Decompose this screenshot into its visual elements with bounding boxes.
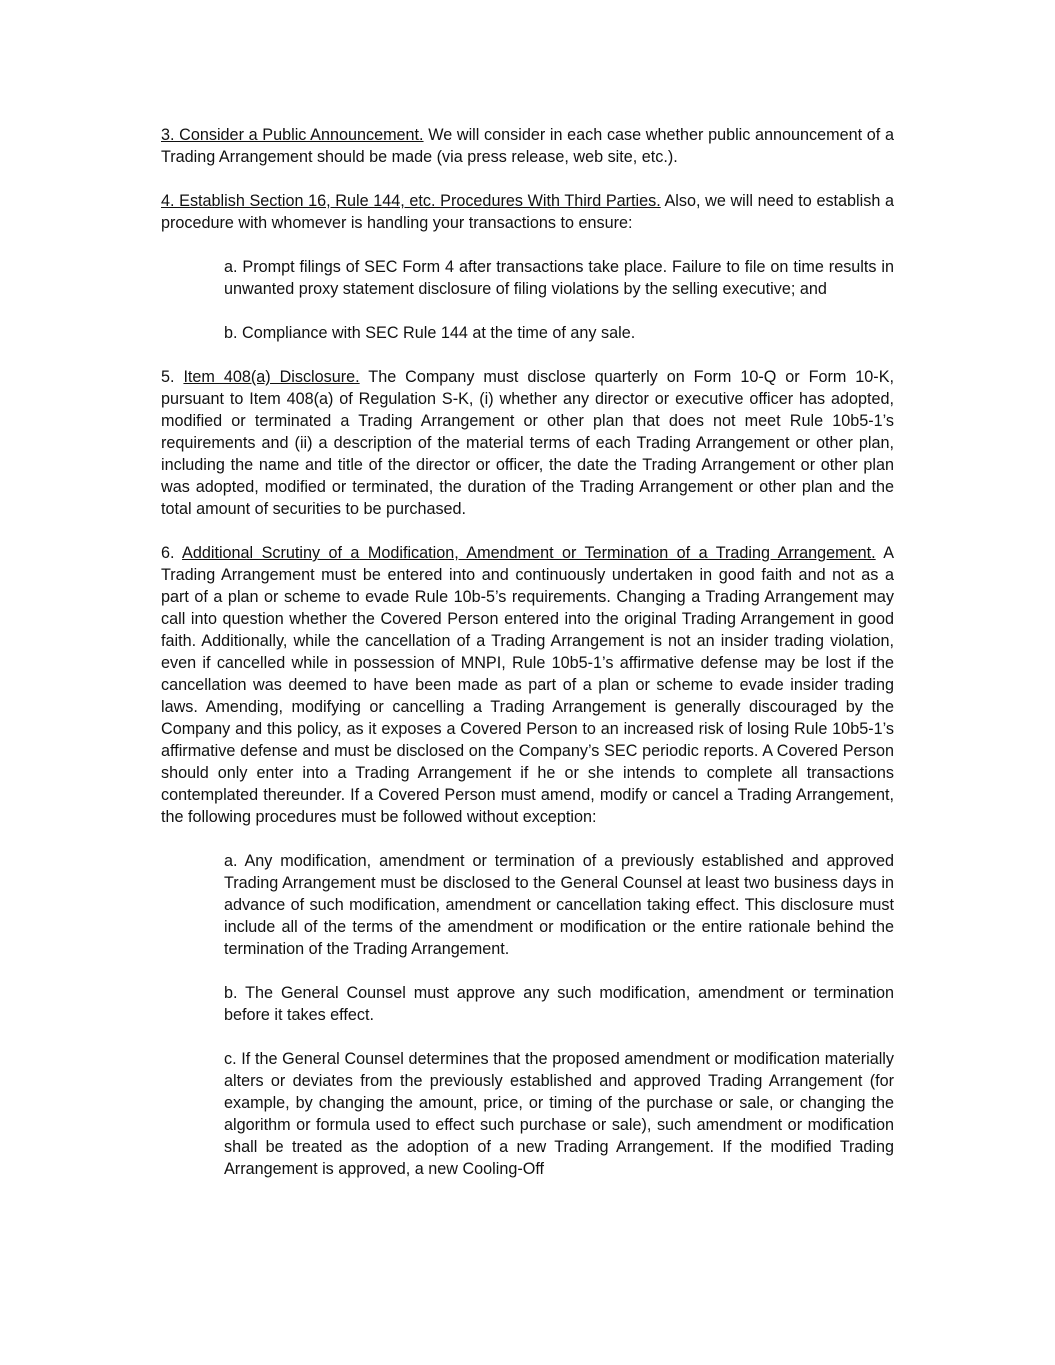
section-6-number: 6. — [161, 544, 183, 562]
section-6-text: A Trading Arrangement must be entered into and continuously undertaken in good faith and not as a part of a plan or scheme to evade Rule 10b-5’s requirements. Changing a Trading Arrangement may call into question whether the Covered Person entered into the original Trading Arrangement in good faith. Additionally, while the cancellation of a Trading Arrangement is not an insider trading violation, even if cancelled while in possession of MNPI, Rule 10b5-1’s affirmative defense may be lost if the cancellation was deemed to have been made as part of a plan or scheme to evade insider trading laws. Amending, modifying or cancelling a Trading Arrangement is generally discouraged by the Company and this policy, as it exposes a Covered Person to an increased risk of losing Rule 10b5-1’s affirmative defense and must be disclosed on the Company’s SEC periodic reports. A Covered Person should only enter into a Trading Arrangement if he or she intends to complete all transactions contemplated thereunder. If a Covered Person must amend, modify or cancel a Trading Arrangement, the following procedures must be followed without exception: — [161, 544, 894, 826]
section-3-paragraph — [161, 124, 894, 168]
section-5-text: The Company must disclose quarterly on Form 10-Q or Form 10-K, pursuant to Item 408(a) of Regulation S-K, (i) whether any director or executive officer has adopted, modified or terminated a Trading Arrangement or other plan that does not meet Rule 10b5-1’s requirements and (ii) a description of the material terms of each Trading Arrangement or other plan, including the name and title of the director or officer, the date the Trading Arrangement or other plan was adopted, modified or terminated, the duration of the Trading Arrangement or other plan and the total amount of securities to be purchased. — [161, 368, 894, 518]
section-5-number: 5. — [161, 368, 184, 386]
section-4-heading: 4. Establish Section 16, Rule 144, etc. Procedures With Third Parties. — [161, 192, 661, 210]
section-4-item-a: a. Prompt filings of SEC Form 4 after transactions take place. Failure to file on time results in unwanted proxy statement disclosure of filing violations by the selling executive; and — [224, 258, 894, 298]
section-5-heading: Item 408(a) Disclosure. — [183, 368, 360, 386]
section-6-item-c: c. If the General Counsel determines that the proposed amendment or modification materially alters or deviates from the previously established and approved Trading Arrangement (for example, by changing the amount, price, or timing of the purchase or sale, or changing the algorithm or formula used to effect such purchase or sale), such amendment or modification shall be treated as the adoption of a new Trading Arrangement. If the modified Trading Arrangement is approved, a new Cooling-Off — [224, 1050, 894, 1178]
section-6-item-b: b. The General Counsel must approve any such modification, amendment or termination before it takes effect. — [224, 984, 894, 1024]
document-page — [161, 124, 894, 1202]
section-3-heading: 3. Consider a Public Announcement. — [161, 126, 424, 144]
section-6-heading: Additional Scrutiny of a Modification, Amendment or Termination of a Trading Arrangement. — [182, 544, 876, 562]
section-5-paragraph — [161, 366, 894, 520]
section-6-item-a: a. Any modification, amendment or termination of a previously established and approved Trading Arrangement must be disclosed to the General Counsel at least two business days in advance of such modification, amendment or cancellation taking effect. This disclosure must include all of the terms of the amendment or modification or the entire rationale behind the termination of the Trading Arrangement. — [224, 852, 894, 958]
section-4-item-b: b. Compliance with SEC Rule 144 at the time of any sale. — [224, 324, 636, 342]
section-4-text: Also, we will need to establish a procedure with whomever is handling your transactions to ensure: — [161, 192, 894, 232]
section-3-text: We will consider in each case whether public announcement of a Trading Arrangement should be made (via press release, web site, etc.). — [161, 126, 894, 166]
section-6-paragraph — [161, 542, 894, 828]
section-4-paragraph — [161, 190, 894, 234]
